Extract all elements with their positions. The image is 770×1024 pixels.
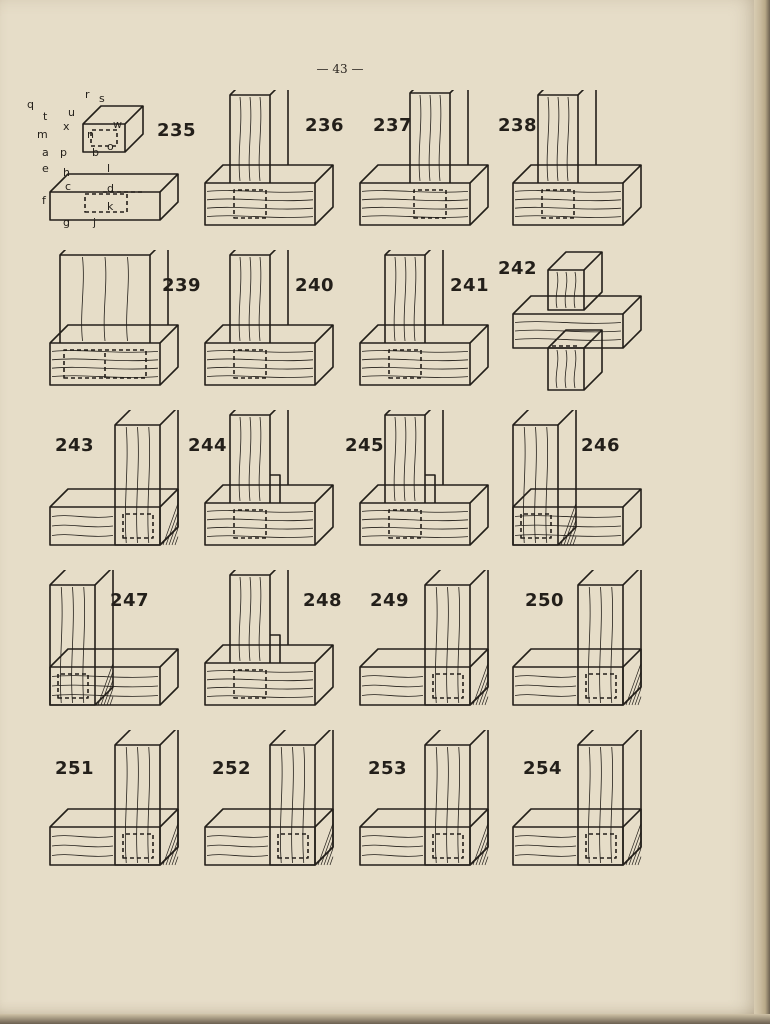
joint-drawing-253 xyxy=(355,730,495,875)
figure-235-point-label: p xyxy=(60,146,67,159)
figure-244 xyxy=(188,410,335,555)
figure-label-252: 252 xyxy=(212,758,252,779)
figure-235-point-label: o xyxy=(107,140,114,153)
joint-drawing-251 xyxy=(45,730,185,875)
figure-235-point-label: w xyxy=(113,118,122,131)
figure-235-point-label: c xyxy=(65,180,72,193)
figure-label-251: 251 xyxy=(55,758,95,779)
figure-235-point-label: s xyxy=(99,92,105,105)
figure-235-point-label: e xyxy=(42,162,49,175)
figure-label-246: 246 xyxy=(581,435,621,456)
figure-235-point-label: g xyxy=(63,216,70,229)
figure-247 xyxy=(45,570,180,715)
figure-label-242: 242 xyxy=(498,258,538,279)
figure-label-237: 237 xyxy=(373,115,413,136)
figure-252 xyxy=(200,730,335,875)
page-bottom-edge xyxy=(0,1014,770,1024)
figure-235-point-label: r xyxy=(85,88,90,101)
figure-235-point-label: h xyxy=(63,166,70,179)
figure-249 xyxy=(355,570,490,715)
joint-drawing-241 xyxy=(355,250,495,395)
joint-drawing-246 xyxy=(508,410,648,555)
joint-drawing-236 xyxy=(200,90,340,235)
joint-drawing-239 xyxy=(45,250,185,395)
figure-label-241: 241 xyxy=(450,275,490,296)
figure-235-point-label: a xyxy=(42,146,49,159)
figure-245 xyxy=(345,410,490,555)
figure-label-249: 249 xyxy=(370,590,410,611)
joint-drawing-243 xyxy=(45,410,185,555)
figure-241 xyxy=(355,250,490,395)
figure-label-235: 235 xyxy=(157,120,197,141)
figure-253 xyxy=(355,730,490,875)
page-edge-shadow xyxy=(754,0,770,1024)
figure-label-248: 248 xyxy=(303,590,343,611)
figure-235-point-label: u xyxy=(68,106,75,119)
figure-235-point-label: n xyxy=(87,128,94,141)
figure-235-point-label: x xyxy=(63,120,70,133)
joint-drawing-235 xyxy=(45,90,185,235)
figure-235-point-label: l xyxy=(107,162,111,175)
joint-drawing-237 xyxy=(355,90,495,235)
joint-drawing-240 xyxy=(200,250,340,395)
figure-235-point-label: k xyxy=(107,200,114,213)
figure-235 xyxy=(27,88,197,235)
figure-235-point-label: t xyxy=(43,110,48,123)
figure-label-245: 245 xyxy=(345,435,385,456)
figure-235-point-label: d xyxy=(107,182,114,195)
figure-label-253: 253 xyxy=(368,758,408,779)
joint-drawing-245 xyxy=(355,410,495,555)
figure-250 xyxy=(508,570,643,715)
figure-235-point-label: j xyxy=(93,216,97,229)
figure-label-250: 250 xyxy=(525,590,565,611)
figure-248 xyxy=(200,570,343,715)
figure-236 xyxy=(200,90,345,235)
figure-254 xyxy=(508,730,643,875)
figure-label-238: 238 xyxy=(498,115,538,136)
figure-237 xyxy=(355,90,490,235)
joint-drawing-254 xyxy=(508,730,648,875)
figure-235-point-label: m xyxy=(37,128,48,141)
figure-239 xyxy=(45,250,202,395)
figure-label-254: 254 xyxy=(523,758,563,779)
figure-235-point-label: b xyxy=(92,146,99,159)
joint-drawing-244 xyxy=(200,410,340,555)
figure-label-247: 247 xyxy=(110,590,150,611)
figure-label-240: 240 xyxy=(295,275,335,296)
joint-drawing-238 xyxy=(508,90,648,235)
figure-238 xyxy=(498,90,643,235)
figure-label-244: 244 xyxy=(188,435,228,456)
figure-243 xyxy=(45,410,180,555)
joint-drawing-252 xyxy=(200,730,340,875)
figure-235-point-label: q xyxy=(27,98,34,111)
figure-label-243: 243 xyxy=(55,435,95,456)
figure-242 xyxy=(498,250,643,395)
figure-label-239: 239 xyxy=(162,275,202,296)
figure-240 xyxy=(200,250,335,395)
page-number: — 43 — xyxy=(316,62,364,76)
figure-label-236: 236 xyxy=(305,115,345,136)
figure-251 xyxy=(45,730,180,875)
figure-235-point-label: f xyxy=(42,194,46,207)
figure-246 xyxy=(508,410,643,555)
